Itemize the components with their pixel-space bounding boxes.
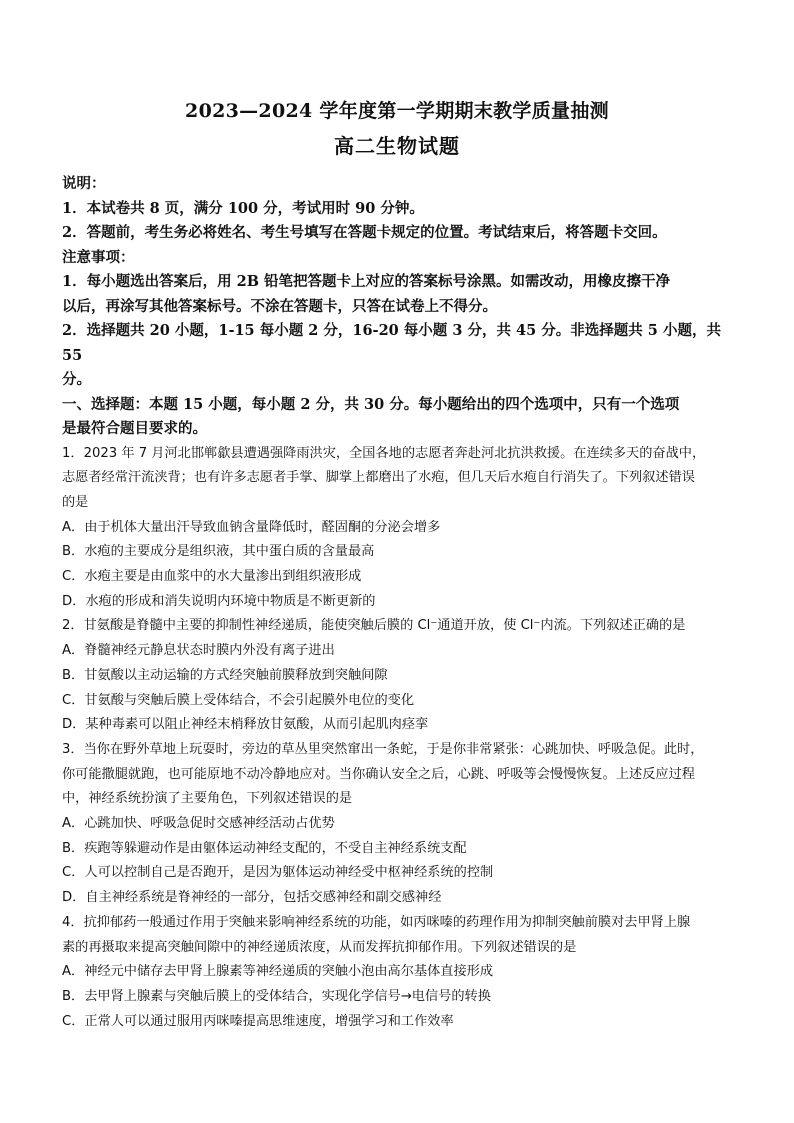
attention-heading: 注意事项： <box>62 248 135 266</box>
question-stem-line: 2．甘氨酸是脊髓中主要的抑制性神经递质，能使突触后膜的 Cl⁻通道开放，使 Cl⁻内流。下列叙述正确的是 <box>62 618 686 634</box>
option-b: B．甘氨酸以主动运输的方式经突触前膜释放到突触间隙 <box>62 667 388 683</box>
notes-heading: 说明： <box>62 175 106 192</box>
question-stem-line: 1．2023 年 7 月河北邯郸歙县遭遇强降雨洪灾，全国各地的志愿者奔赴河北抗洪救援。在连续多天的奋战中， <box>62 445 706 461</box>
question-stem-line: 中，神经系统扮演了主要角色，下列叙述错误的是 <box>62 791 353 807</box>
option-c: C．正常人可以通过服用丙咪嗪提高思维速度，增强学习和工作效率 <box>62 1013 454 1029</box>
option-d: D．某种毒素可以阻止神经末梢释放甘氨酸，从而引起肌肉痉挛 <box>62 717 429 733</box>
option-b: B．疾跑等躲避动作是由躯体运动神经支配的，不受自主神经系统支配 <box>62 840 467 856</box>
exam-title: 2023—2024 学年度第一学期期末教学质量抽测 <box>185 100 609 122</box>
question-stem-line: 3．当你在野外草地上玩耍时，旁边的草丛里突然窜出一条蛇，于是你非常紧张：心跳加快、呼吸急促。此时， <box>62 741 704 757</box>
question-1 <box>62 442 734 615</box>
option-a: A．心跳加快、呼吸急促时交感神经活动占优势 <box>62 816 335 832</box>
option-a: A．由于机体大量出汗导致血钠含量降低时，醛固酮的分泌会增多 <box>62 519 441 535</box>
option-d: D．自主神经系统是脊神经的一部分，包括交感神经和副交感神经 <box>62 890 442 906</box>
question-stem-line: 你可能撒腿就跑，也可能原地不动冷静地应对。当你确认安全之后，心跳、呼吸等会慢慢恢复。上述反应过程 <box>62 766 695 782</box>
question-stem-line: 素的再摄取来提高突触间隙中的神经递质浓度，从而发挥抗抑郁作用。下列叙述错误的是 <box>62 939 577 955</box>
question-stem-line: 的是 <box>62 494 89 510</box>
attention-item-line: 分。 <box>62 371 91 388</box>
option-c: C．人可以控制自己是否跑开，是因为躯体运动神经受中枢神经系统的控制 <box>62 865 494 881</box>
option-a: A．脊髓神经元静息状态时膜内外没有离子进出 <box>62 643 335 659</box>
question-4 <box>62 911 734 1035</box>
option-d: D．水疱的形成和消失说明内环境中物质是不断更新的 <box>62 593 376 609</box>
note-item: 2．答题前，考生务必将姓名、考生号填写在答题卡规定的位置。考试结束后，将答题卡交回。 <box>62 224 667 241</box>
question-stem-line: 4．抗抑郁药一般通过作用于突触来影响神经系统的功能，如丙咪嗪的药理作用为抑制突触前膜对去甲肾上腺 <box>62 914 691 930</box>
question-3 <box>62 738 734 911</box>
option-c: C．甘氨酸与突触后膜上受体结合，不会引起膜外电位的变化 <box>62 692 415 708</box>
option-b: B．水疱的主要成分是组织液，其中蛋白质的含量最高 <box>62 544 375 560</box>
exam-subtitle: 高二生物试题 <box>334 134 460 158</box>
question-2 <box>62 614 734 738</box>
note-item: 1．本试卷共 8 页，满分 100 分，考试用时 90 分钟。 <box>62 199 424 217</box>
attention-item-line: 2．选择题共 20 小题，1-15 每小题 2 分，16-20 每小题 3 分，共 45 分。非选择题共 5 小题，共 55 <box>62 322 721 364</box>
exam-content <box>62 172 734 1034</box>
attention-item-line: 1．每小题选出答案后，用 2B 铅笔把答题卡上对应的答案标号涂黑。如需改动，用橡皮擦干净 <box>62 273 671 290</box>
attention-item-line: 以后，再涂写其他答案标号。不涂在答题卡，只答在试卷上不得分。 <box>62 297 497 315</box>
question-stem-line: 志愿者经常汗流浃背；也有许多志愿者手掌、脚掌上都磨出了水疱，但几天后水疱自行消失了。下列叙述错误 <box>62 470 695 486</box>
option-b: B．去甲肾上腺素与突触后膜上的受体结合，实现化学信号→电信号的转换 <box>62 988 491 1004</box>
option-a: A．神经元中储存去甲肾上腺素等神经递质的突触小泡由高尔基体直接形成 <box>62 964 494 980</box>
option-c: C．水疱主要是由血浆中的水大量渗出到组织液形成 <box>62 569 362 585</box>
section-heading-line: 是最符合题目要求的。 <box>62 420 207 437</box>
section-heading-line: 一、选择题：本题 15 小题，每小题 2 分，共 30 分。每小题给出的四个选项中，只有一个选项 <box>62 395 680 413</box>
